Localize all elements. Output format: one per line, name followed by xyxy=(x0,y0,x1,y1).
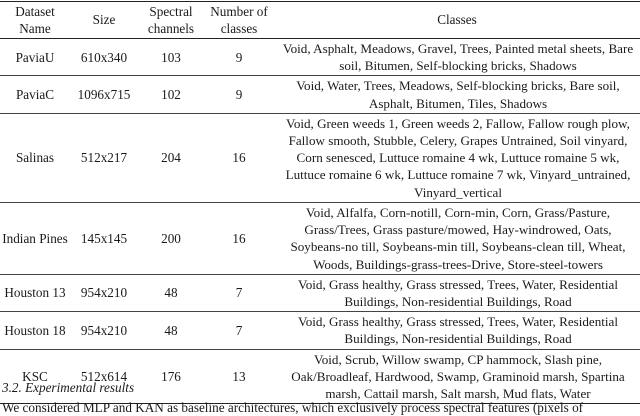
dataset-size: 512x217 xyxy=(70,113,138,202)
dataset-spectral: 48 xyxy=(138,274,204,311)
dataset-spectral: 176 xyxy=(138,349,204,404)
dataset-name: PaviaU xyxy=(0,39,70,76)
dataset-spectral: 103 xyxy=(138,39,204,76)
dataset-name: Houston 18 xyxy=(0,312,70,349)
dataset-size: 610x340 xyxy=(70,39,138,76)
dataset-size: 954x210 xyxy=(70,274,138,311)
dataset-classes: Void, Asphalt, Meadows, Gravel, Trees, Painted metal sheets, Bare soil, Bitumen, Self-blocking bricks, Shadows xyxy=(274,39,640,76)
header-spectral-channels: Spectral channels xyxy=(138,2,204,39)
dataset-classes: Void, Water, Trees, Meadows, Self-blocking bricks, Bare soil, Asphalt, Bitumen, Tiles, Shadows xyxy=(274,76,640,113)
table-row xyxy=(0,312,640,349)
dataset-spectral: 204 xyxy=(138,113,204,202)
dataset-size: 512x614 xyxy=(70,349,138,404)
header-number-of-classes: Number of classes xyxy=(204,2,274,39)
dataset-size: 1096x715 xyxy=(70,76,138,113)
dataset-num-classes: 13 xyxy=(204,349,274,404)
dataset-name: PaviaC xyxy=(0,76,70,113)
dataset-classes: Void, Alfalfa, Corn-notill, Corn-min, Corn, Grass/Pasture, Grass/Trees, Grass pasture/mowed, Hay-windrowed, Oats, Soybeans-no till, Soybeans-min till, Soybeans-clean till, Wheat, Woods, Buildings-grass-trees-Drive, Store-steel-towers xyxy=(274,202,640,274)
table-row xyxy=(0,76,640,113)
dataset-spectral: 48 xyxy=(138,312,204,349)
table-row xyxy=(0,202,640,274)
dataset-classes: Void, Green weeds 1, Green weeds 2, Fallow, Fallow rough plow, Fallow smooth, Stubble, Celery, Grapes Untrained, Soil vinyard, Corn senesced, Luttuce romaine 4 wk, Luttuce romaine 5 wk, Luttuce romaine 6 wk, Luttuce romaine 7 wk, Vinyard_untrained, Vinyard_vertical xyxy=(274,113,640,202)
dataset-classes: Void, Scrub, Willow swamp, CP hammock, Slash pine, Oak/Broadleaf, Hardwood, Swamp, Graminoid marsh, Spartina marsh, Cattail marsh, Salt marsh, Mud flats, Water xyxy=(274,349,640,404)
dataset-num-classes: 16 xyxy=(204,113,274,202)
header-row xyxy=(0,2,640,39)
table-body xyxy=(0,39,640,404)
body-paragraph: We considered MLP and KAN as baseline architectures, which exclusively process spectral features (pixels of xyxy=(2,400,584,415)
dataset-name: Houston 13 xyxy=(0,274,70,311)
dataset-spectral: 200 xyxy=(138,202,204,274)
dataset-num-classes: 9 xyxy=(204,39,274,76)
dataset-num-classes: 7 xyxy=(204,312,274,349)
dataset-size: 954x210 xyxy=(70,312,138,349)
dataset-table xyxy=(0,1,640,404)
dataset-classes: Void, Grass healthy, Grass stressed, Trees, Water, Residential Buildings, Non-residential Buildings, Road xyxy=(274,312,640,349)
header-classes: Classes xyxy=(274,2,640,39)
dataset-name: Salinas xyxy=(0,113,70,202)
dataset-name: Indian Pines xyxy=(0,202,70,274)
table-header xyxy=(0,2,640,39)
header-size: Size xyxy=(70,2,138,39)
dataset-num-classes: 16 xyxy=(204,202,274,274)
dataset-num-classes: 9 xyxy=(204,76,274,113)
dataset-num-classes: 7 xyxy=(204,274,274,311)
dataset-spectral: 102 xyxy=(138,76,204,113)
table-row xyxy=(0,274,640,311)
dataset-classes: Void, Grass healthy, Grass stressed, Trees, Water, Residential Buildings, Non-residential Buildings, Road xyxy=(274,274,640,311)
dataset-name: KSC xyxy=(0,349,70,404)
header-dataset: Dataset Name xyxy=(0,2,70,39)
table-row xyxy=(0,39,640,76)
table-row xyxy=(0,113,640,202)
section-heading: 3.2. Experimental results xyxy=(2,380,135,395)
dataset-size: 145x145 xyxy=(70,202,138,274)
